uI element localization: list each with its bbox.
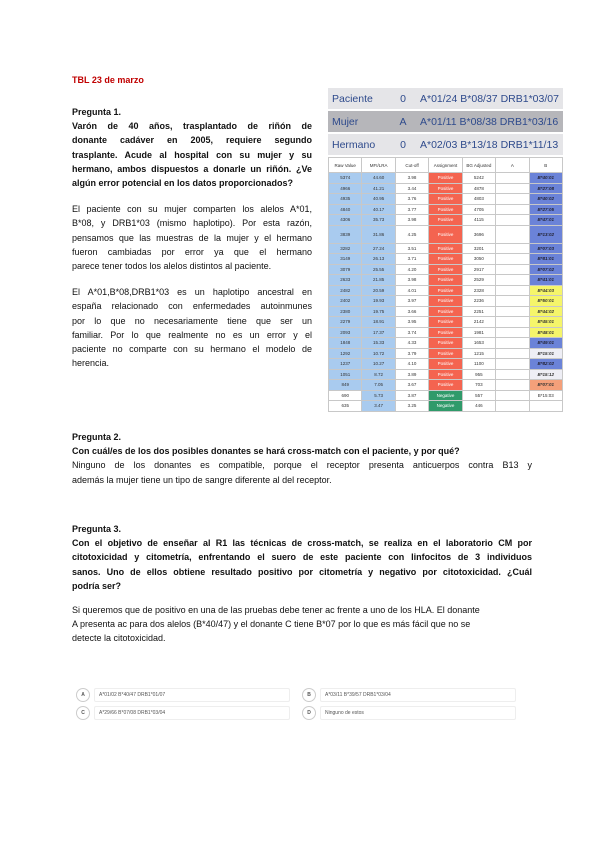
table-row bbox=[329, 317, 563, 328]
table-cell: 27.24 bbox=[362, 243, 395, 254]
table-cell: 2236 bbox=[462, 296, 495, 307]
table-cell: 2402 bbox=[329, 296, 362, 307]
table-cell bbox=[496, 243, 529, 254]
q1-answer-line: paciente no comparte con su hermano el modelo de bbox=[72, 344, 312, 355]
table-cell: 2251 bbox=[462, 306, 495, 317]
table-cell: 40.17 bbox=[362, 204, 395, 215]
table-cell: 2633 bbox=[329, 275, 362, 286]
table-cell: 2482 bbox=[329, 285, 362, 296]
table-row bbox=[329, 194, 563, 205]
column-header: Raw Value bbox=[329, 158, 362, 173]
donor-row bbox=[328, 134, 563, 155]
table-cell: 20.59 bbox=[362, 285, 395, 296]
option-letter[interactable]: A bbox=[76, 688, 90, 702]
table-cell: 3.76 bbox=[395, 194, 428, 205]
table-cell bbox=[496, 264, 529, 275]
table-cell: 4.20 bbox=[395, 264, 428, 275]
table-cell: 1848 bbox=[329, 338, 362, 349]
table-cell: B*41:01 bbox=[529, 275, 562, 286]
table-cell: Negative bbox=[429, 401, 462, 412]
table-cell: 5.73 bbox=[362, 390, 395, 401]
table-row bbox=[329, 264, 563, 275]
table-cell: 31.86 bbox=[362, 225, 395, 243]
table-cell: 446 bbox=[462, 401, 495, 412]
table-cell: 3050 bbox=[462, 254, 495, 265]
table-cell: 3.71 bbox=[395, 254, 428, 265]
table-row bbox=[329, 327, 563, 338]
table-cell bbox=[496, 401, 529, 412]
table-cell: 4840 bbox=[329, 204, 362, 215]
table-row bbox=[329, 380, 563, 391]
table-row bbox=[329, 254, 563, 265]
table-row bbox=[329, 243, 563, 254]
table-cell: 2529 bbox=[462, 275, 495, 286]
hla-typing: A*01/11 B*08/38 DRB1*03/16 bbox=[420, 115, 559, 128]
table-cell: Positive bbox=[429, 285, 462, 296]
table-cell: 17.37 bbox=[362, 327, 395, 338]
table-cell bbox=[529, 401, 562, 412]
table-cell: 955 bbox=[462, 369, 495, 380]
question-2 bbox=[72, 430, 532, 487]
table-cell: 2328 bbox=[462, 285, 495, 296]
blood-group: 0 bbox=[400, 138, 406, 151]
table-row bbox=[329, 285, 563, 296]
table-cell: 3696 bbox=[462, 225, 495, 243]
q1-answer-line: El paciente con su mujer comparten los alelos A*01, bbox=[72, 204, 312, 215]
table-cell: Positive bbox=[429, 264, 462, 275]
table-cell: 557 bbox=[462, 390, 495, 401]
table-cell: 1100 bbox=[462, 359, 495, 370]
table-cell: Positive bbox=[429, 243, 462, 254]
table-cell: 7.05 bbox=[362, 380, 395, 391]
q1-question-line: trasplante. Acude al hospital con su mujer y su bbox=[72, 149, 312, 160]
table-cell: Positive bbox=[429, 254, 462, 265]
q3-answer-line: detecte la citotoxicidad. bbox=[72, 633, 166, 644]
table-cell: 3.47 bbox=[362, 401, 395, 412]
column-header: MFI/LRA bbox=[362, 158, 395, 173]
table-cell bbox=[496, 327, 529, 338]
table-cell: 1653 bbox=[462, 338, 495, 349]
table-row bbox=[329, 369, 563, 380]
column-header: BG Adjusted bbox=[462, 158, 495, 173]
answer-option-c[interactable] bbox=[76, 706, 290, 720]
table-cell bbox=[496, 275, 529, 286]
table-cell: B*07:03 bbox=[529, 243, 562, 254]
q1-answer-line: españa relacionado con enfermedades autoinmunes bbox=[72, 301, 312, 312]
table-row bbox=[329, 306, 563, 317]
table-cell: 1237 bbox=[329, 359, 362, 370]
table-cell: 8.72 bbox=[362, 369, 395, 380]
table-cell: 3839 bbox=[329, 225, 362, 243]
table-cell: 635 bbox=[329, 401, 362, 412]
q2-answer-line: Ninguno de los donantes es compatible, porque el receptor presenta anticuerpos contra B13 y bbox=[72, 460, 532, 471]
table-cell bbox=[496, 380, 529, 391]
table-cell: 4935 bbox=[329, 194, 362, 205]
table-cell: 10.72 bbox=[362, 348, 395, 359]
donor-name: Paciente bbox=[332, 92, 373, 105]
table-cell: B*15:12 bbox=[529, 369, 562, 380]
table-cell: B*45:01 bbox=[529, 317, 562, 328]
table-cell bbox=[496, 390, 529, 401]
q3-answer-line: A presenta ac para dos alelos (B*40/47) y el donante C tiene B*07 por lo que es más fácil que no se bbox=[72, 619, 471, 630]
q1-answer-line: por lo que no necesariamente tiene que ser un bbox=[72, 315, 312, 326]
q1-heading: Pregunta 1. bbox=[72, 107, 122, 117]
table-cell bbox=[496, 296, 529, 307]
table-cell: Positive bbox=[429, 296, 462, 307]
table-cell: Positive bbox=[429, 194, 462, 205]
table-cell: B*48:01 bbox=[529, 327, 562, 338]
table-cell: 19.75 bbox=[362, 306, 395, 317]
table-cell: 4803 bbox=[462, 194, 495, 205]
donor-row bbox=[328, 88, 563, 109]
hla-typing: A*01/24 B*08/37 DRB1*03/07 bbox=[420, 92, 559, 105]
table-cell: B*44:03 bbox=[529, 285, 562, 296]
option-letter[interactable]: D bbox=[302, 706, 316, 720]
answer-option-d[interactable] bbox=[302, 706, 516, 720]
table-cell: Positive bbox=[429, 348, 462, 359]
table-cell: 18.91 bbox=[362, 317, 395, 328]
option-letter[interactable]: B bbox=[302, 688, 316, 702]
table-cell: B*07:01 bbox=[529, 380, 562, 391]
table-cell: 40.95 bbox=[362, 194, 395, 205]
option-text[interactable]: Ninguno de estos bbox=[320, 706, 516, 720]
table-cell: 26.13 bbox=[362, 254, 395, 265]
table-cell: 41.21 bbox=[362, 183, 395, 194]
table-cell: B*27:05 bbox=[529, 204, 562, 215]
table-cell: 4966 bbox=[329, 183, 362, 194]
table-cell bbox=[496, 369, 529, 380]
table-cell: Positive bbox=[429, 306, 462, 317]
table-cell: 3.74 bbox=[395, 327, 428, 338]
donor-name: Hermano bbox=[332, 138, 376, 151]
table-cell: 21.85 bbox=[362, 275, 395, 286]
table-cell: B*50:01 bbox=[529, 296, 562, 307]
blood-group: 0 bbox=[400, 92, 406, 105]
table-cell: 2917 bbox=[462, 264, 495, 275]
table-cell bbox=[496, 359, 529, 370]
table-cell bbox=[496, 215, 529, 226]
q1-answer-line: El A*01,B*08,DRB1*03 es un haplotipo ancestral en bbox=[72, 287, 312, 298]
q1-answer-line: B*08, y DRB1*03 (mismo haplotipo). Por esta razón, bbox=[72, 218, 312, 229]
blood-group: A bbox=[399, 115, 407, 128]
table-row bbox=[329, 275, 563, 286]
table-cell: 3.67 bbox=[395, 380, 428, 391]
table-cell: 1981 bbox=[462, 327, 495, 338]
table-cell bbox=[496, 317, 529, 328]
q3-question-line: sanos. Uno de ellos obtiene resultado positivo por citometría y negativo por citotoxicidad. ¿Cuál bbox=[72, 566, 532, 577]
q1-answer-line: familiar. Por lo que realmente no es un error y el bbox=[72, 329, 312, 340]
table-cell: 3.25 bbox=[395, 401, 428, 412]
question-1 bbox=[72, 105, 312, 370]
table-cell: 4.10 bbox=[395, 359, 428, 370]
table-cell: 35.73 bbox=[362, 215, 395, 226]
q1-question-line: hermano, ambos dispuestos a donarle un riñón. ¿Ve bbox=[72, 163, 312, 174]
q1-question-line: algún error potencial en los datos proporcionados? bbox=[72, 178, 294, 189]
table-cell: 849 bbox=[329, 380, 362, 391]
answer-option-b[interactable] bbox=[302, 688, 516, 702]
table-cell: 25.55 bbox=[362, 264, 395, 275]
table-row bbox=[329, 338, 563, 349]
table-cell: B*47:01 bbox=[529, 215, 562, 226]
table-cell: 3149 bbox=[329, 254, 362, 265]
table-cell: 3.95 bbox=[395, 317, 428, 328]
hla-typing: A*02/03 B*13/18 DRB1*11/13 bbox=[420, 138, 559, 151]
table-cell: B*82:02 bbox=[529, 359, 562, 370]
table-row bbox=[329, 296, 563, 307]
table-cell: 5374 bbox=[329, 173, 362, 184]
antibody-table bbox=[328, 157, 563, 412]
option-text[interactable]: A*03/11 B*39/57 DRB1*03/04 bbox=[320, 688, 516, 702]
option-text[interactable]: A*29/66 B*07/08 DRB1*03/04 bbox=[94, 706, 290, 720]
table-cell: 15.33 bbox=[362, 338, 395, 349]
table-row bbox=[329, 348, 563, 359]
table-cell bbox=[496, 348, 529, 359]
question-3 bbox=[72, 522, 532, 646]
table-cell: 5242 bbox=[462, 173, 495, 184]
table-cell: B*81:01 bbox=[529, 254, 562, 265]
table-cell: 3.98 bbox=[395, 173, 428, 184]
table-cell: 3.77 bbox=[395, 204, 428, 215]
table-cell: Positive bbox=[429, 275, 462, 286]
q3-heading: Pregunta 3. bbox=[72, 524, 122, 534]
table-cell bbox=[496, 183, 529, 194]
table-cell bbox=[496, 338, 529, 349]
table-cell: 4115 bbox=[462, 215, 495, 226]
table-cell bbox=[496, 225, 529, 243]
table-row bbox=[329, 173, 563, 184]
table-cell: Positive bbox=[429, 380, 462, 391]
table-cell: 10.27 bbox=[362, 359, 395, 370]
table-cell: 3.79 bbox=[395, 348, 428, 359]
table-cell: 4.01 bbox=[395, 285, 428, 296]
table-cell: Positive bbox=[429, 183, 462, 194]
q1-answer-line: pensamos que las muestras de la mujer y el hermano bbox=[72, 232, 312, 243]
table-cell: 3.98 bbox=[395, 215, 428, 226]
table-row bbox=[329, 225, 563, 243]
table-cell: 3.97 bbox=[395, 296, 428, 307]
table-cell: Negative bbox=[429, 390, 462, 401]
document-title: TBL 23 de marzo bbox=[72, 75, 144, 85]
q2-heading: Pregunta 2. bbox=[72, 432, 122, 442]
table-cell: 703 bbox=[462, 380, 495, 391]
q3-question-line: citotoxicidad y citometría, enfrentando el suero de este paciente con linfocitos de 3 individuos bbox=[72, 552, 532, 563]
table-cell: Positive bbox=[429, 369, 462, 380]
table-cell: B*13:02 bbox=[529, 225, 562, 243]
table-cell: 4.25 bbox=[395, 225, 428, 243]
table-cell: 3.87 bbox=[395, 390, 428, 401]
column-header: A bbox=[496, 158, 529, 173]
table-cell: 3282 bbox=[329, 243, 362, 254]
table-cell: 3.89 bbox=[395, 369, 428, 380]
q3-question-line: Con el objetivo de enseñar al R1 las técnicas de cross-match, se realiza en el laboratorio CM por bbox=[72, 538, 532, 549]
table-cell: B*27:08 bbox=[529, 183, 562, 194]
table-cell: 3.66 bbox=[395, 306, 428, 317]
q3-question-line: podría ser? bbox=[72, 580, 122, 591]
table-cell: 2279 bbox=[329, 317, 362, 328]
table-cell: Positive bbox=[429, 225, 462, 243]
table-row bbox=[329, 215, 563, 226]
table-cell: Positive bbox=[429, 215, 462, 226]
option-text[interactable]: A*01/02 B*40/47 DRB1*01/07 bbox=[94, 688, 290, 702]
table-cell: Positive bbox=[429, 327, 462, 338]
column-header: Cut-off bbox=[395, 158, 428, 173]
table-cell: 3079 bbox=[329, 264, 362, 275]
table-cell: B*15:01 bbox=[529, 348, 562, 359]
table-cell: 44.60 bbox=[362, 173, 395, 184]
q1-question-line: donante cadáver en 2005, requiere segundo bbox=[72, 135, 312, 146]
q2-question: Con cuál/es de los dos posibles donantes se hará cross-match con el paciente, y por qué? bbox=[72, 446, 460, 457]
table-row bbox=[329, 390, 563, 401]
q1-question-line: Varón de 40 años, trasplantado de riñón de bbox=[72, 121, 312, 132]
option-letter[interactable]: C bbox=[76, 706, 90, 720]
table-cell: Positive bbox=[429, 204, 462, 215]
table-row bbox=[329, 204, 563, 215]
table-cell: B*40:01 bbox=[529, 173, 562, 184]
donor-name: Mujer bbox=[332, 115, 359, 128]
table-cell: 1292 bbox=[329, 348, 362, 359]
table-cell: 4705 bbox=[462, 204, 495, 215]
table-cell: 690 bbox=[329, 390, 362, 401]
table-cell: 3.98 bbox=[395, 275, 428, 286]
table-cell: Positive bbox=[429, 359, 462, 370]
table-cell: 19.93 bbox=[362, 296, 395, 307]
table-cell: B*49:01 bbox=[529, 338, 562, 349]
table-cell: 1215 bbox=[462, 348, 495, 359]
table-cell: B*44:02 bbox=[529, 306, 562, 317]
hla-figure bbox=[328, 88, 563, 412]
table-cell bbox=[496, 306, 529, 317]
table-cell: 3.44 bbox=[395, 183, 428, 194]
q1-answer-line: parece tener todos los alelos distintos al paciente. bbox=[72, 261, 272, 272]
table-cell bbox=[496, 194, 529, 205]
table-row bbox=[329, 359, 563, 370]
donor-row bbox=[328, 111, 563, 132]
table-cell bbox=[496, 254, 529, 265]
table-cell: 4.33 bbox=[395, 338, 428, 349]
table-row bbox=[329, 183, 563, 194]
table-cell: Positive bbox=[429, 317, 462, 328]
table-cell: Positive bbox=[429, 173, 462, 184]
q2-answer-line: además la mujer tiene un tipo de sangre diferente al del receptor. bbox=[72, 474, 332, 485]
table-cell: 4878 bbox=[462, 183, 495, 194]
table-cell: 3201 bbox=[462, 243, 495, 254]
table-cell: B*15:03 bbox=[529, 390, 562, 401]
answer-option-a[interactable] bbox=[76, 688, 290, 702]
table-cell: 4306 bbox=[329, 215, 362, 226]
column-header: B bbox=[529, 158, 562, 173]
column-header: Assignment bbox=[429, 158, 462, 173]
table-row bbox=[329, 401, 563, 412]
q3-answer-line: Si queremos que de positivo en una de las pruebas debe tener ac frente a uno de los HLA. El donante bbox=[72, 605, 480, 616]
table-cell bbox=[496, 173, 529, 184]
q1-answer-line: fueron cambiadas por error ya que el hermano bbox=[72, 246, 312, 257]
table-cell: 2380 bbox=[329, 306, 362, 317]
table-cell: B*40:02 bbox=[529, 194, 562, 205]
q1-answer-line: herencia. bbox=[72, 358, 110, 369]
table-cell bbox=[496, 285, 529, 296]
table-cell: Positive bbox=[429, 338, 462, 349]
table-cell: 2093 bbox=[329, 327, 362, 338]
table-cell bbox=[496, 204, 529, 215]
table-cell: B*07:02 bbox=[529, 264, 562, 275]
table-cell: 1051 bbox=[329, 369, 362, 380]
table-cell: 3.51 bbox=[395, 243, 428, 254]
table-cell: 2142 bbox=[462, 317, 495, 328]
